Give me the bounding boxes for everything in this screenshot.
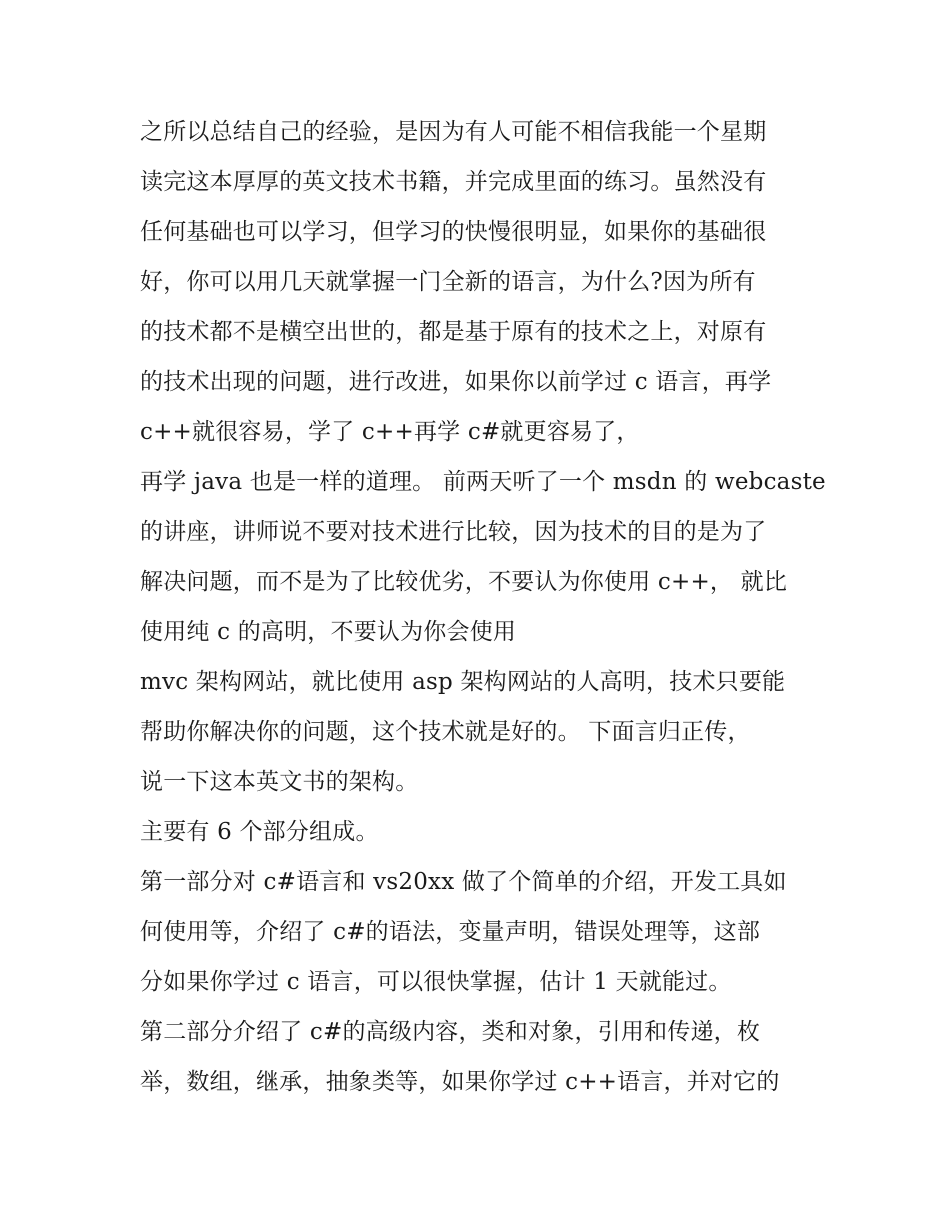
text-line: c++就很容易，学了 c++再学 c#就更容易了， [140, 419, 640, 445]
text-line: 再学 java 也是一样的道理。 前两天听了一个 msdn 的 webcaste [140, 469, 826, 495]
text-line: 何使用等，介绍了 c#的语法，变量声明，错误处理等，这部 [140, 919, 761, 945]
text-line: 任何基础也可以学习，但学习的快慢很明显，如果你的基础很 [140, 219, 767, 245]
text-line: 第二部分介绍了 c#的高级内容，类和对象，引用和传递，枚 [140, 1019, 761, 1045]
text-line: 的技术都不是横空出世的，都是基于原有的技术之上，对原有 [140, 319, 767, 345]
text-line: 的技术出现的问题，进行改进，如果你以前学过 c 语言，再学 [140, 369, 772, 395]
document-body [140, 112, 830, 1112]
text-line: 分如果你学过 c 语言，可以很快掌握，估计 1 天就能过。 [140, 969, 732, 995]
text-line: 举，数组，继承，抽象类等，如果你学过 c++语言，并对它的 [140, 1069, 780, 1095]
text-line: 使用纯 c 的高明，不要认为你会使用 [140, 619, 517, 645]
text-line: 解决问题，而不是为了比较优劣，不要认为你使用 c++， 就比 [140, 569, 788, 595]
text-line: 读完这本厚厚的英文技术书籍，并完成里面的练习。虽然没有 [140, 169, 767, 195]
text-line: 好，你可以用几天就掌握一门全新的语言，为什么?因为所有 [140, 269, 756, 295]
text-line: 第一部分对 c#语言和 vs20xx 做了个简单的介绍，开发工具如 [140, 869, 787, 895]
text-line: 说一下这本英文书的架构。 [140, 769, 419, 795]
text-line: 主要有 6 个部分组成。 [140, 819, 379, 845]
text-line: mvc 架构网站，就比使用 asp 架构网站的人高明，技术只要能 [140, 669, 786, 695]
text-line: 的讲座，讲师说不要对技术进行比较，因为技术的目的是为了 [140, 519, 767, 545]
text-line: 帮助你解决你的问题，这个技术就是好的。 下面言归正传， [140, 719, 751, 745]
text-line: 之所以总结自己的经验，是因为有人可能不相信我能一个星期 [140, 119, 767, 145]
